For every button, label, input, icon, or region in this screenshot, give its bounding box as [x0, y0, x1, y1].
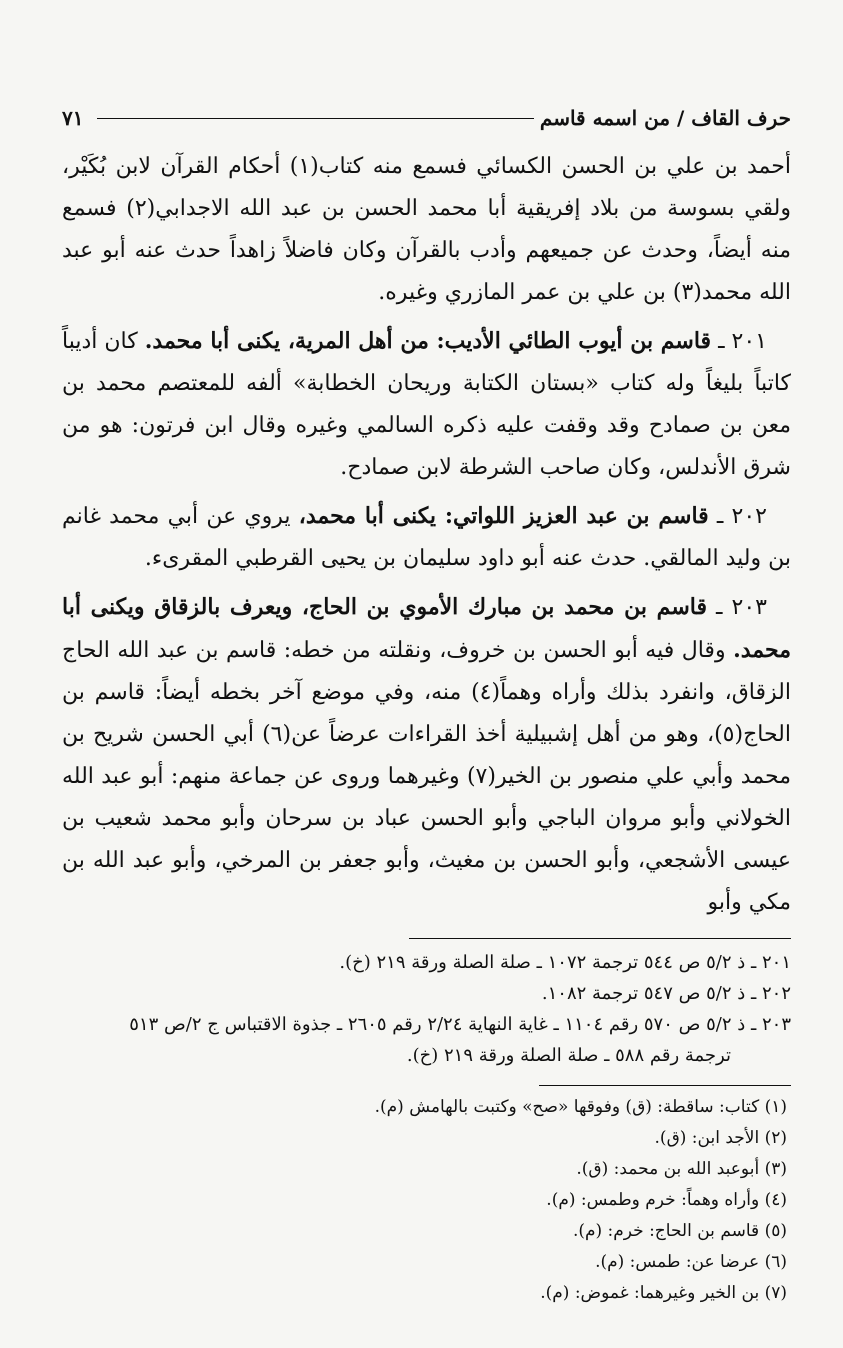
entry-heading: قاسم بن عبد العزيز اللواتي: يكنى أبا محمد،	[298, 503, 709, 529]
footnotes-divider	[539, 1085, 791, 1086]
page-number: ٧١	[62, 106, 84, 130]
running-header	[62, 98, 791, 138]
entry-number: ٢٠٢ ـ	[716, 504, 767, 529]
sources-divider	[409, 938, 791, 939]
entry-text: وقال فيه أبو الحسن بن خروف، ونقلته من خطه: قاسم بن عبد الله الحاج الزقاق، وانفرد بذلك وأراه وهماً(٤) منه، وفي موضع آخر بخطه أيضاً: قاسم بن الحاج(٥)، وهو من أهل إشبيلية أخذ القراءات عرضاً عن(٦) أبي الحسن شريح بن محمد وأبي علي منصور بن الخير(٧) وغيرهما وروى عن جماعة منهم: أبو عبد الله الخولاني وأبو مروان الباجي وأبو الحسن عباد بن سرحان وأبو محمد شعيب بن عيسى الأشجعي، وأبو الحسن بن مغيث، وأبو جعفر بن المرخي، وأبو عبد الله بن مكي وأبو	[62, 638, 791, 915]
entry-201	[62, 320, 791, 489]
footnote: (٣) أبوعبد الله بن محمد: (ق).	[576, 1159, 787, 1179]
footnote: (٢) الأجد ابن: (ق).	[654, 1128, 787, 1148]
footnote: (٦) عرضا عن: طمس: (م).	[595, 1252, 787, 1272]
footnotes-section	[62, 1092, 791, 1309]
continuation-paragraph: أحمد بن علي بن الحسن الكسائي فسمع منه كتاب(١) أحكام القرآن لابن بُكَيْر، ولقي بسوسة من بلاد إفريقية أبا محمد الحسن بن عبد الله الاجدابي(٢) فسمع منه أيضاً، وحدث عن جميعهم وأدب بالقرآن وكان فاضلاً زاهداً حدث عنه أبو عبد الله محمد(٣) بن علي بن عمر المازري وغيره.	[62, 154, 791, 305]
footnote: (٤) وأراه وهماً: خرم وطمس: (م).	[546, 1190, 787, 1210]
source-line: ترجمة رقم ٥٨٨ ـ صلة الصلة ورقة ٢١٩ (خ).	[406, 1045, 731, 1066]
entry-heading: قاسم بن أيوب الطائي الأديب: من أهل المرية، يكنى أبا محمد.	[144, 328, 712, 354]
sources-section	[62, 947, 791, 1071]
entry-number: ٢٠١ ـ	[718, 329, 767, 354]
entry-heading: قاسم بن محمد بن مبارك الأموي بن الحاج، ويعرف بالزقاق ويكنى أبا محمد.	[62, 594, 791, 663]
footnote: (٧) بن الخير وغيرهما: غموض: (م).	[540, 1283, 787, 1303]
entry-text: كان أديباً كاتباً بليغاً وله كتاب «بستان الكتابة وريحان الخطابة» ألفه للمعتصم محمد بن معن بن صمادح وقد وقفت عليه ذكره السالمي وغيره وقال ابن فرتون: هو من شرق الأندلس، وكان صاحب الشرطة لابن صمادح.	[62, 329, 791, 480]
source-line: ٢٠٣ ـ ذ ٥/٢ ص ٥٧٠ رقم ١١٠٤ ـ غاية النهاية ٢/٢٤ رقم ٢٦٠٥ ـ جذوة الاقتباس ج ٢/ص ٥١٣	[129, 1014, 791, 1035]
header-title: حرف القاف / من اسمه قاسم	[539, 106, 791, 130]
footnote: (١) كتاب: ساقطة: (ق) وفوقها «صح» وكتبت بالهامش (م).	[374, 1097, 787, 1117]
entry-text: يروي عن أبي محمد غانم بن وليد المالقي. حدث عنه أبو داود سليمان بن يحيى القرطبي المقرىء.	[62, 504, 791, 571]
header-rule	[97, 118, 533, 119]
main-text	[62, 146, 791, 924]
footnote: (٥) قاسم بن الحاج: خرم: (م).	[572, 1221, 787, 1241]
source-line: ٢٠٢ ـ ذ ٥/٢ ص ٥٤٧ ترجمة ١٠٨٢.	[541, 983, 791, 1004]
entry-203	[62, 586, 791, 924]
entry-202	[62, 495, 791, 580]
entry-number: ٢٠٣ ـ	[716, 595, 767, 620]
source-line: ٢٠١ ـ ذ ٥/٢ ص ٥٤٤ ترجمة ١٠٧٢ ـ صلة الصلة ورقة ٢١٩ (خ).	[339, 952, 791, 973]
